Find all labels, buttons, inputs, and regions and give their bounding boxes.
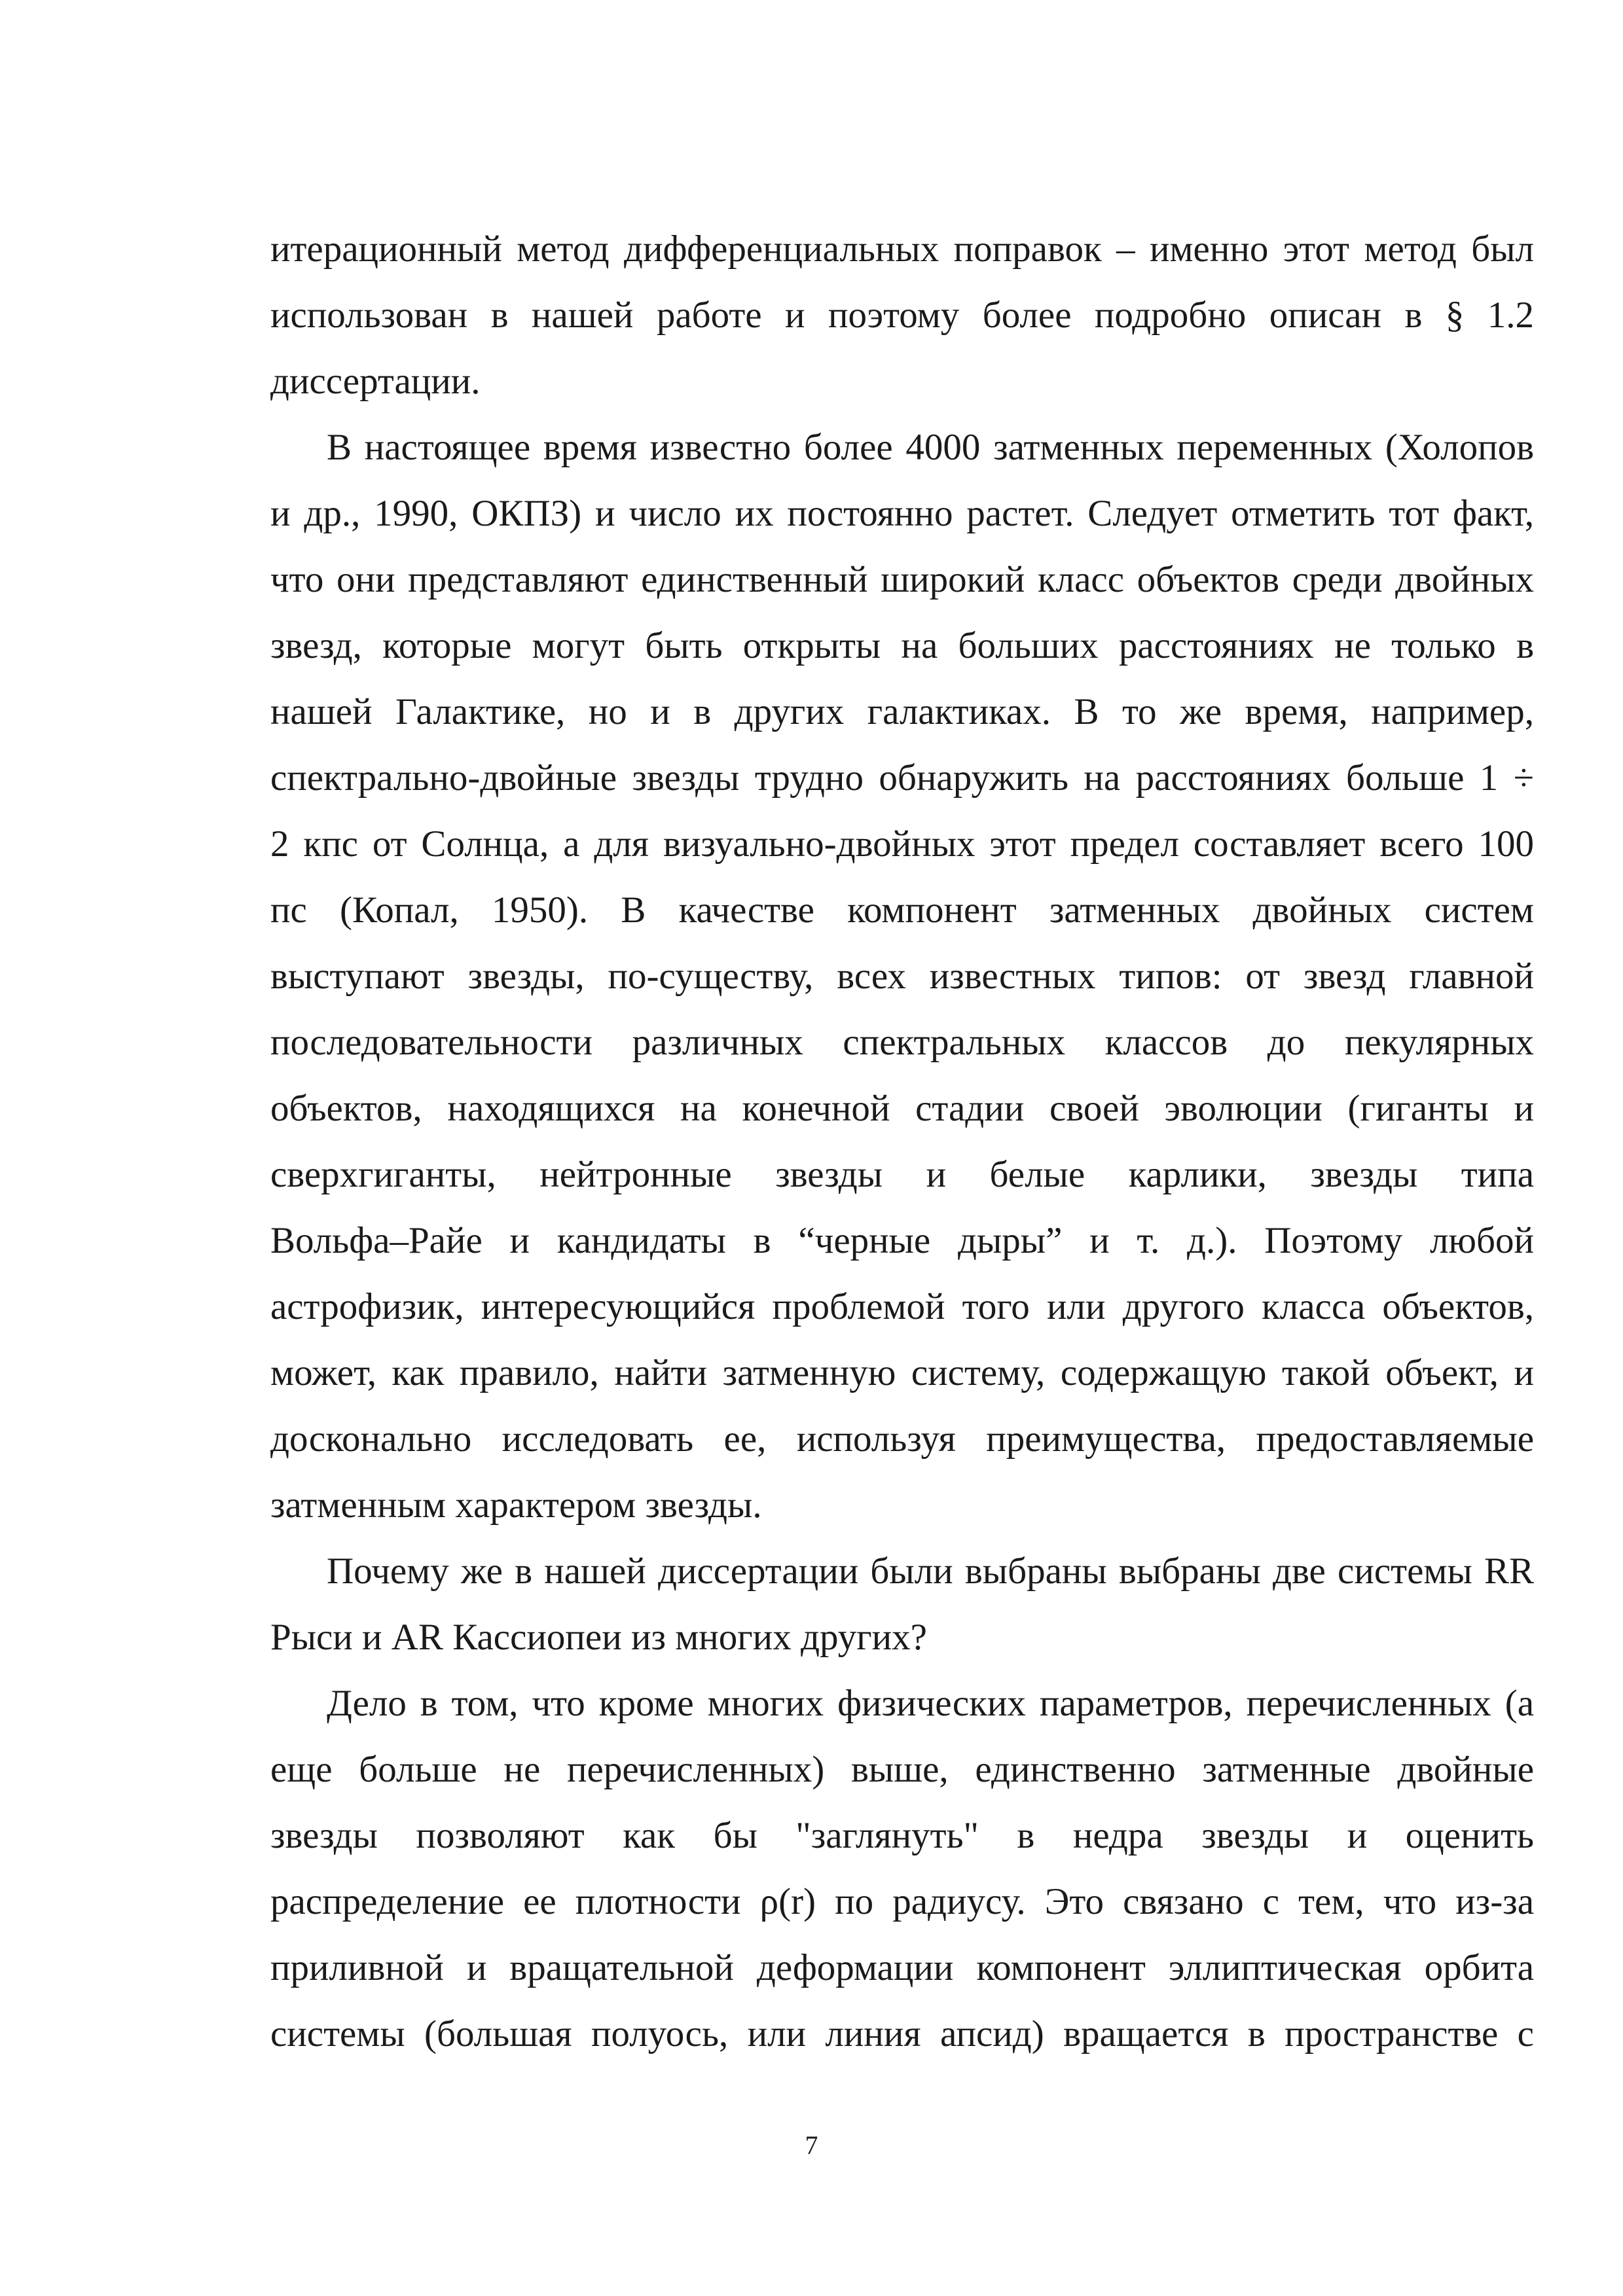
paragraph-1: [270, 216, 1534, 414]
text-line: сверхгиганты, нейтронные звезды и белые карлики, звезды типа: [270, 1154, 1534, 1195]
document-body: [270, 216, 1534, 2067]
text-line: выступают звезды, по-существу, всех известных типов: от звезд главной: [270, 956, 1534, 997]
text-line: системы (большая полуось, или линия апсид) вращается в пространстве с: [270, 2013, 1534, 2054]
paragraph-2: [270, 414, 1534, 1538]
text-line: может, как правило, найти затменную систему, содержащую такой объект, и: [270, 1352, 1534, 1393]
paragraph-3: [270, 1538, 1534, 1670]
text-line: пс (Копал, 1950). В качестве компонент затменных двойных систем: [270, 889, 1534, 931]
text-line: Вольфа–Райе и кандидаты в “черные дыры” и т. д.). Поэтому любой: [270, 1220, 1534, 1261]
text-line: и др., 1990, ОКПЗ) и число их постоянно растет. Следует отметить тот факт,: [270, 493, 1534, 534]
text-line: что они представляют единственный широкий класс объектов среди двойных: [270, 559, 1534, 600]
text-line: нашей Галактике, но и в других галактиках. В то же время, например,: [270, 691, 1534, 732]
paragraph-4: [270, 1670, 1534, 2067]
text-line: затменным характером звезды.: [270, 1484, 762, 1526]
text-line: 2 кпс от Солнца, а для визуально-двойных этот предел составляет всего 100: [270, 823, 1534, 865]
text-line: Дело в том, что кроме многих физических параметров, перечисленных (а: [327, 1683, 1534, 1724]
text-line: звезд, которые могут быть открыты на больших расстояниях не только в: [270, 625, 1534, 666]
text-line: приливной и вращательной деформации компонент эллиптическая орбита: [270, 1947, 1534, 1988]
text-line: объектов, находящихся на конечной стадии своей эволюции (гиганты и: [270, 1088, 1534, 1129]
text-line: распределение ее плотности ρ(r) по радиусу. Это связано с тем, что из-за: [270, 1881, 1534, 1922]
text-line: итерационный метод дифференциальных поправок – именно этот метод был: [270, 228, 1534, 270]
page-number: 7: [805, 2130, 818, 2160]
text-line: В настоящее время известно более 4000 затменных переменных (Холопов: [327, 427, 1534, 468]
text-line: последовательности различных спектральных классов до пекулярных: [270, 1022, 1534, 1063]
text-line: астрофизик, интересующийся проблемой того или другого класса объектов,: [270, 1286, 1534, 1327]
text-line: Рыси и AR Кассиопеи из многих других?: [270, 1617, 927, 1658]
text-line: звезды позволяют как бы "заглянуть" в недра звезды и оценить: [270, 1815, 1534, 1856]
text-line: еще больше не перечисленных) выше, единственно затменные двойные: [270, 1749, 1534, 1790]
text-line: использован в нашей работе и поэтому более подробно описан в § 1.2: [270, 295, 1534, 336]
text-line: диссертации.: [270, 361, 481, 402]
text-line: спектрально-двойные звезды трудно обнаружить на расстояниях больше 1 ÷: [270, 757, 1534, 798]
text-line: Почему же в нашей диссертации были выбраны выбраны две системы RR: [327, 1551, 1534, 1592]
text-line: досконально исследовать ее, используя преимущества, предоставляемые: [270, 1418, 1534, 1460]
